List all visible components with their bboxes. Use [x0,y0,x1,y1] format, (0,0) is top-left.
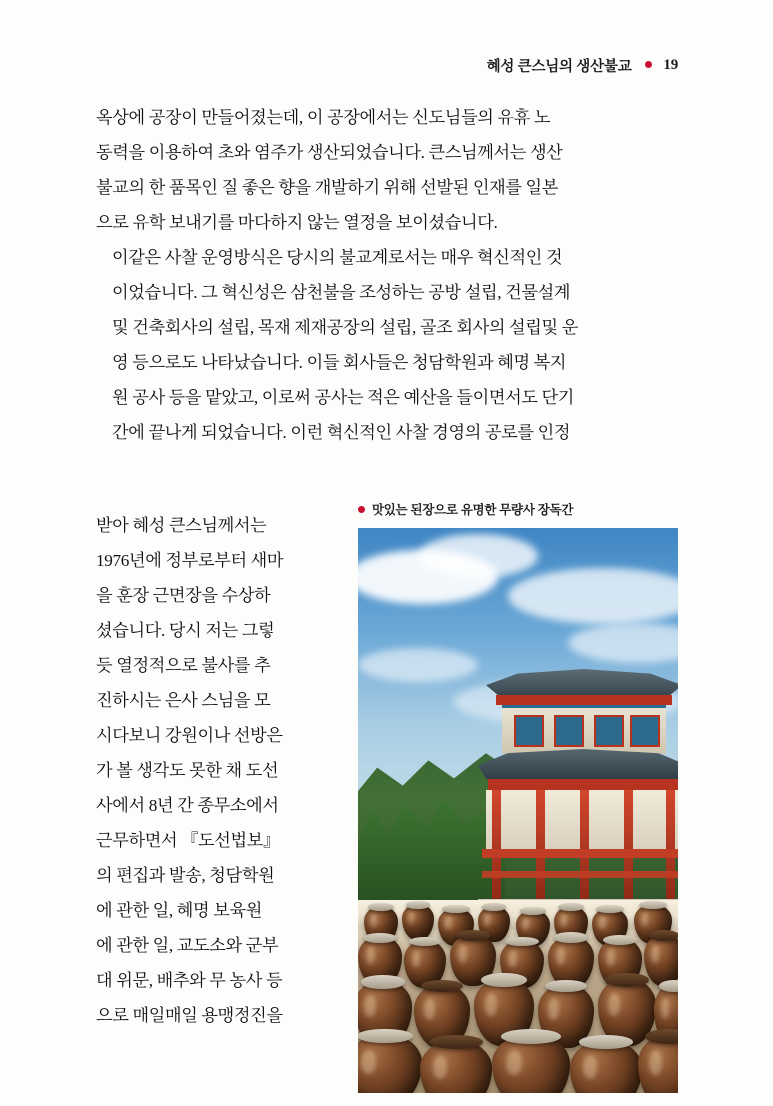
text-line-content: 대 위문, 배추와 무 농사 등 [96,971,283,990]
text-line-content: 간에 끝나게 되었습니다. 이런 혁신적인 사찰 경영의 공로를 인정 [112,423,571,442]
running-header [96,55,678,76]
text-line [96,718,340,753]
temple-pillar [580,790,589,900]
text-line [96,928,340,963]
text-line [96,788,340,823]
text-line [96,205,678,240]
temple-railing [482,871,678,878]
text-line-content: 영 등으로도 나타났습니다. 이들 회사들은 청담학원과 혜명 복지 [112,353,567,372]
text-line [96,858,340,893]
text-line [96,998,340,1033]
temple-eave-band [496,695,672,705]
temple-window [554,715,584,747]
text-line [96,100,678,135]
text-line-content: 1976년에 정부로부터 새마 [96,551,284,570]
figure-caption-text: 맛있는 된장으로 유명한 무량사 장독간 [372,503,574,517]
text-line-content: 사에서 8년 간 종무소에서 [96,796,279,815]
text-line-content: 으로 유학 보내기를 마다하지 않는 열정을 보이셨습니다. [96,213,498,232]
header-dot-icon [645,61,652,68]
text-line-content: 가 볼 생각도 못한 채 도선 [96,761,279,780]
text-line-content: 및 건축회사의 설립, 목재 제재공장의 설립, 골조 회사의 설립및 운 [112,318,578,337]
text-line-content: 에 관한 일, 혜명 보육원 [96,901,263,920]
text-line [96,648,340,683]
text-line-content: 셨습니다. 당시 저는 그렇 [96,621,275,640]
text-line-content: 원 공사 등을 맡았고, 이로써 공사는 적은 예산을 들이면서도 단기 [112,388,575,407]
bullet-icon [358,506,365,513]
temple-lower-roof [478,749,678,779]
temple-eave-band [488,779,678,790]
text-line-content: 이같은 사찰 운영방식은 당시의 불교계로서는 매우 혁신적인 것 [112,248,563,267]
text-line [96,310,678,345]
text-line-content: 으로 매일매일 용맹정진을 [96,1006,283,1025]
text-line-content: 듯 열정적으로 불사를 추 [96,656,271,675]
photo-jangdokdae [358,528,678,1093]
figure [358,500,678,1093]
temple-window [630,715,660,747]
text-line [96,963,340,998]
temple-railing [482,849,678,858]
page-number: 19 [663,57,678,73]
text-line-content: 을 훈장 근면장을 수상하 [96,586,271,605]
temple-pillar [492,790,501,900]
text-line-content: 시다보니 강원이나 선방은 [96,726,283,745]
text-line [96,415,678,450]
paragraph-2 [96,240,678,450]
temple-window [594,715,624,747]
jar [644,934,678,986]
text-line [96,135,678,170]
photo-temple-building [478,663,678,928]
text-line [96,240,678,275]
temple-pillar [666,790,675,900]
text-line [96,345,678,380]
cloud [418,534,538,578]
temple-pillar [536,790,545,900]
temple-pillar [624,790,633,900]
text-line [96,613,340,648]
figure-caption [358,500,678,518]
text-line-content: 불교의 한 품목인 질 좋은 향을 개발하기 위해 선발된 인재를 일본 [96,178,559,197]
jar [570,1040,642,1093]
text-line-content: 의 편집과 발송, 청담학원 [96,866,275,885]
text-line-content: 받아 혜성 큰스님께서는 [96,516,267,535]
text-line-content: 근무하면서 『도선법보』 [96,831,280,850]
header-title: 혜성 큰스님의 생산불교 [486,59,632,75]
jar [358,1034,422,1093]
paragraph-1 [96,100,678,240]
text-line [96,275,678,310]
wrapped-text-column [96,508,340,1033]
text-line-content: 에 관한 일, 교도소와 군부 [96,936,279,955]
cloud [358,648,478,682]
temple-window [514,715,544,747]
text-line [96,578,340,613]
text-line [96,543,340,578]
text-line-content: 동력을 이용하여 초와 염주가 생산되었습니다. 큰스님께서는 생산 [96,143,563,162]
text-line-content: 이었습니다. 그 혁신성은 삼천불을 조성하는 공방 설립, 건물설계 [112,283,571,302]
text-line [96,508,340,543]
text-line [96,753,340,788]
text-line [96,683,340,718]
jar [420,1040,492,1093]
text-line [96,170,678,205]
text-line [96,380,678,415]
jar [402,904,434,940]
body-text [96,100,678,450]
jar [492,1034,570,1093]
text-line [96,823,340,858]
text-line [96,893,340,928]
temple-upper-roof [486,669,678,695]
text-line-content: 진하시는 은사 스님을 모 [96,691,271,710]
text-line-content: 옥상에 공장이 만들어졌는데, 이 공장에서는 신도님들의 유휴 노 [96,108,551,127]
